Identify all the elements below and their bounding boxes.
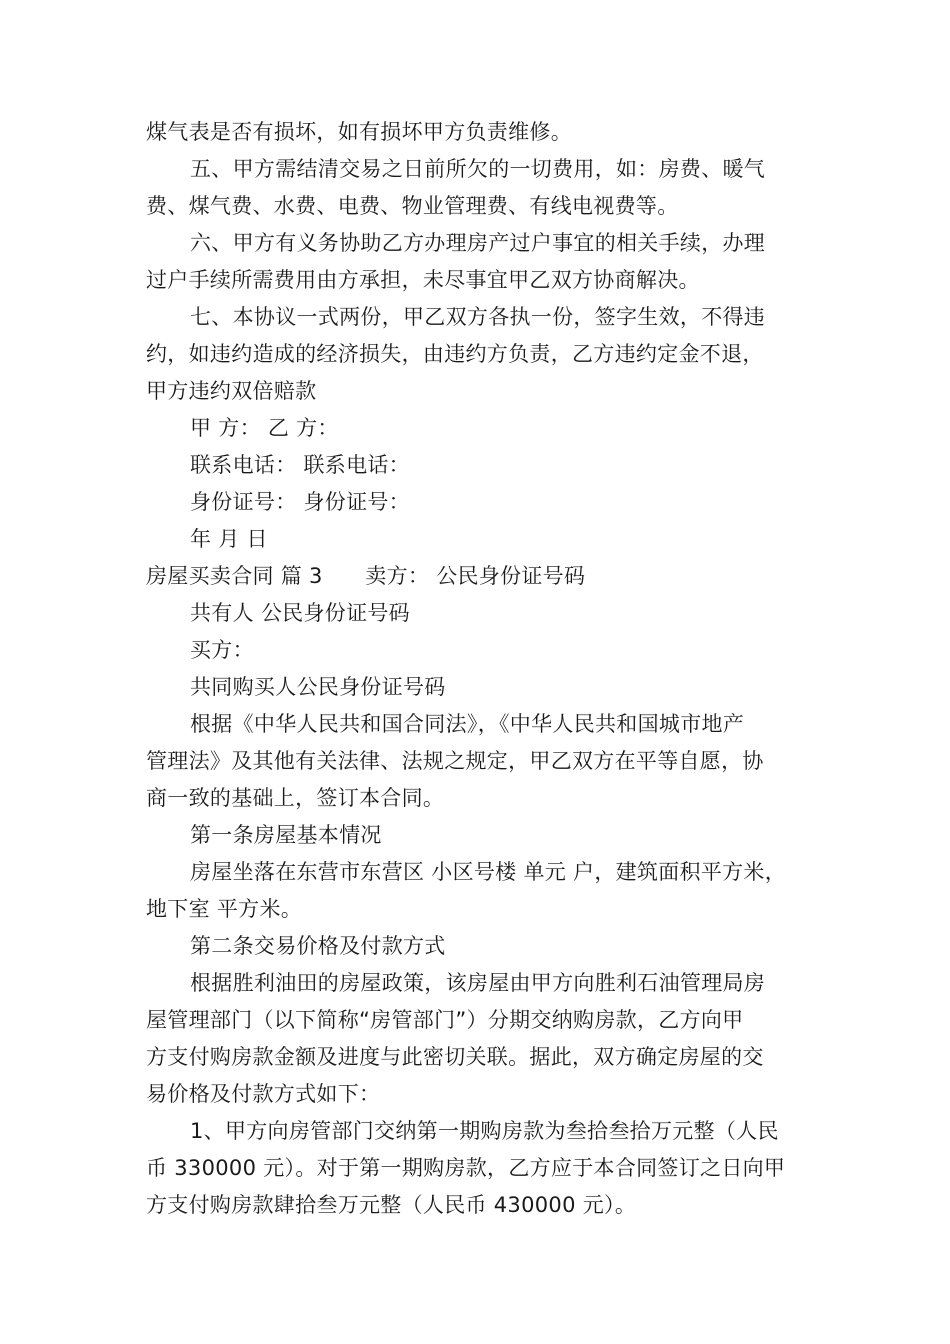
text-line: 币 330000 元）。对于第一期购房款，乙方应于本合同签订之日向甲 (146, 1156, 786, 1180)
text-line: 根据胜利油田的房屋政策，该房屋由甲方向胜利石油管理局房 (190, 971, 766, 995)
text-line: 屋管理部门（以下简称“房管部门”）分期交纳购房款，乙方向甲 (146, 1008, 744, 1032)
text-line: 年 月 日 (190, 527, 268, 551)
text-line: 六、甲方有义务协助乙方办理房产过户事宜的相关手续，办理 (190, 231, 766, 255)
text-line: 七、本协议一式两份，甲乙双方各执一份，签字生效，不得违 (190, 305, 766, 329)
text-line: 买方： (190, 638, 254, 662)
text-line: 共同购买人公民身份证号码 (190, 675, 446, 699)
text-line: 方支付购房款肆拾叁万元整（人民币 430000 元）。 (146, 1193, 637, 1217)
text-line: 方支付购房款金额及进度与此密切关联。据此，双方确定房屋的交 (146, 1045, 764, 1069)
text-line: 约，如违约造成的经济损失，由违约方负责，乙方违约定金不退， (146, 342, 764, 366)
text-line: 过户手续所需费用由方承担，未尽事宜甲乙双方协商解决。 (146, 268, 700, 292)
document-body (146, 114, 818, 1224)
text-line: 商一致的基础上，签订本合同。 (146, 786, 445, 810)
text-line: 房屋坐落在东营市东营区 小区号楼 单元 户，建筑面积平方米， (190, 860, 787, 884)
text-line: 房屋买卖合同 篇 3 卖方： 公民身份证号码 (146, 564, 586, 588)
text-line: 五、甲方需结清交易之日前所欠的一切费用，如：房费、暖气 (190, 157, 766, 181)
text-line: 煤气表是否有损坏，如有损坏甲方负责维修。 (146, 120, 572, 144)
text-line: 联系电话： 联系电话： (190, 453, 410, 477)
text-line: 根据《中华人民共和国合同法》，《中华人民共和国城市地产 (190, 712, 745, 736)
text-line: 共有人 公民身份证号码 (190, 601, 410, 625)
text-line: 1、甲方向房管部门交纳第一期购房款为叁拾叁拾万元整（人民 (190, 1119, 779, 1143)
text-line: 身份证号： 身份证号： (190, 490, 410, 514)
text-line: 管理法》及其他有关法律、法规之规定，甲乙双方在平等自愿，协 (146, 749, 764, 773)
text-line: 甲方违约双倍赔款 (146, 379, 317, 403)
text-line: 第一条房屋基本情况 (190, 823, 382, 847)
text-line: 第二条交易价格及付款方式 (190, 934, 446, 958)
text-line: 甲 方： 乙 方： (190, 416, 339, 440)
text-line: 费、煤气费、水费、电费、物业管理费、有线电视费等。 (146, 194, 679, 218)
text-line: 易价格及付款方式如下： (146, 1082, 381, 1106)
text-line: 地下室 平方米。 (146, 897, 303, 921)
